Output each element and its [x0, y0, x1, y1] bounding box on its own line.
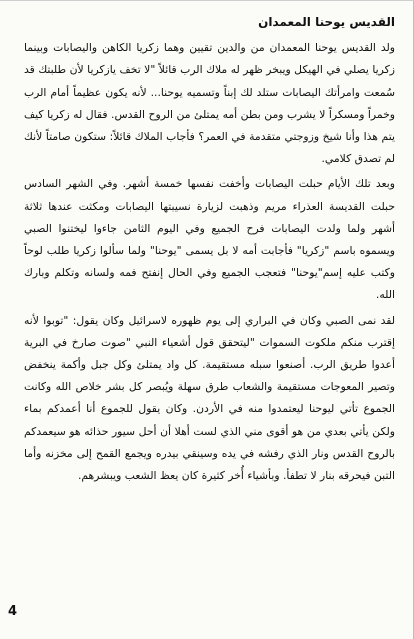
page-number: 4 — [8, 604, 18, 619]
paragraph-ministry: لقد نمى الصبي وكان في البراري إلى يوم ظهوره لاسرائيل وكان يقول: "توبوا لأنه إقترب منكم ملكوت السموات "ليتحقق قول أشعياء النبي "صوت صارخ في البرية أعدوا طريق الرب. أصنعوا سبله مستقيمة. كل واد يمتلئ وكل جبل وأكمة ينخفض وتصير المعوجات مستقيمة والشعاب طرق سهلة ويُبصر كل بشر خلاص الله وكانت الجموع تأتي ليوحنا ليعتمدوا منه في الأردن. وكان يقول للجموع أنا أعمدكم بماء ولكن يأتي بعدي من هو أقوى مني الذي لست أهلا أن أحل سيور حذائه هو سيعمدكم بالروح القدس ونار الذي رفشه في يده وسينقي بيدره ويجمع القمح إلى مخزنه وأما التبن فيحرقه بنار لا تطفأ. وبأشياء أُخر كثيرة كان يعظ الشعب ويبشرهم. — [24, 313, 395, 483]
page-title: القديس يوحنا المعمدان — [258, 15, 395, 29]
paragraph-birth: ولد القديس يوحنا المعمدان من والدين تقيين وهما زكريا الكاهن واليصابات وبينما زكريا يصلي في الهيكل ويبخر ظهر له ملاك الرب قائلاً "لا تخف يازكريا لأن طلبتك قد سُمعت وامرأتك اليصابات ستلد لك إبناً وتسميه يوحنا... لأنه يكون عظيماً أمام الرب وخمراً ومسكراً لا يشرب ومن بطن أمه يمتلئ من الروح القدس. فقال له زكريا كيف يتم هذا وأنا شيخ وزوجتي متقدمة في العمر؟ فأجاب الملاك قائلاً: ستكون صامتاً لأنك لم تصدق كلامي. — [24, 41, 395, 166]
page-content — [24, 11, 395, 490]
paragraph-naming: وبعد تلك الأيام حبلت اليصابات وأخفت نفسها خمسة أشهر. وفي الشهر السادس حبلت القديسة العذراء مريم وذهبت لزيارة نسيبتها اليصابات ومكثت عندها ثلاثة أشهر ولما ولدت اليصابات فرح الجميع وفي اليوم الثامن جاءوا ليختنوا الصبي ويسموه باسم "زكريا" فأجابت أمه لا بل يسمى "يوحنا" ولما سألوا زكريا طلب لوحاً وكتب عليه إسم"يوحنا" فتعجب الجميع وفي الحال إنفتح فمه ولسانه وتكلم وبارك الله. — [24, 177, 395, 302]
